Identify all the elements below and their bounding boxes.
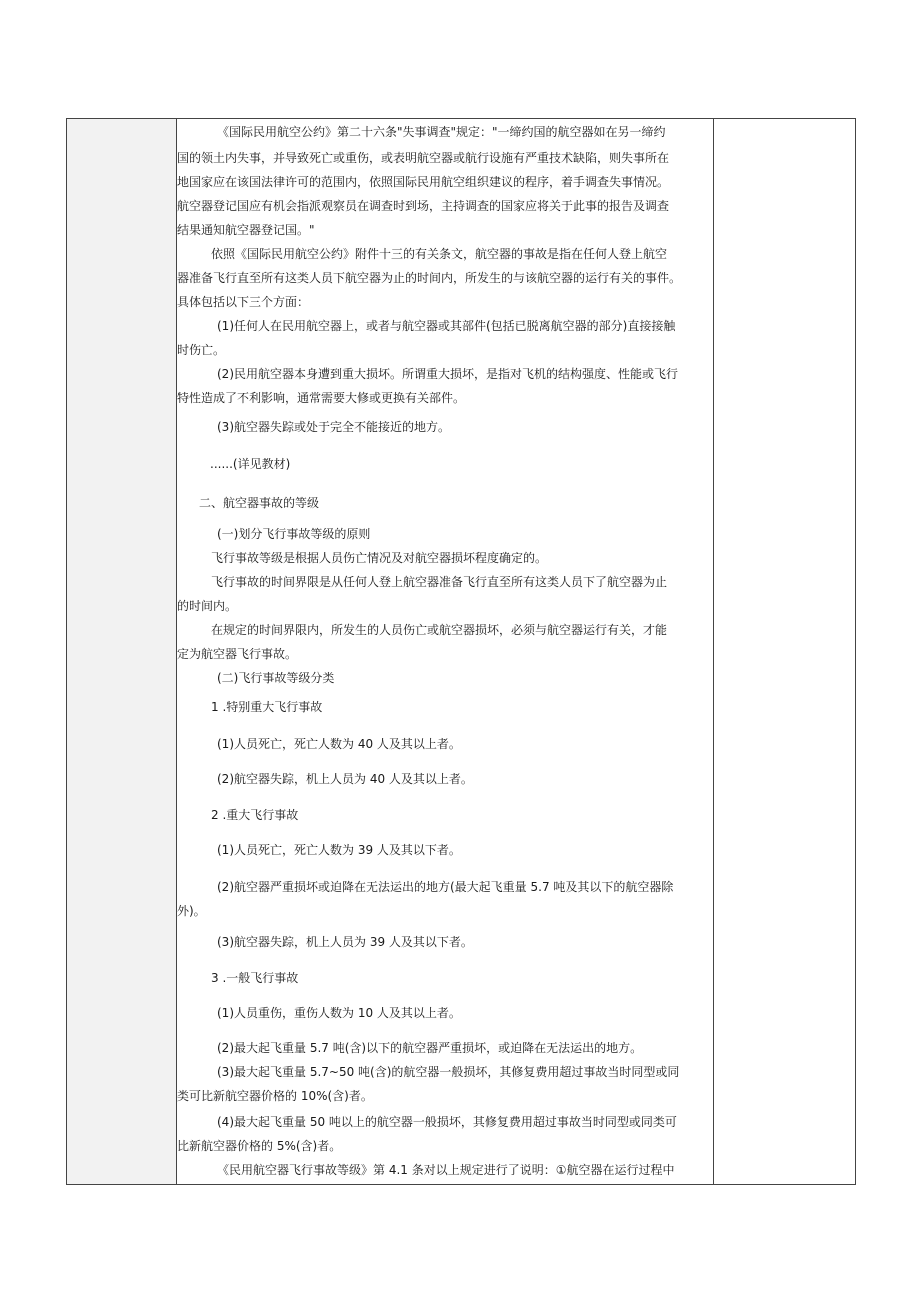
text-line: (1)人员死亡，死亡人数为 39 人及其以下者。 bbox=[217, 843, 461, 857]
text-line: 飞行事故等级是根据人员伤亡情况及对航空器损坏程度确定的。 bbox=[211, 551, 548, 565]
text-line: 《民用航空器飞行事故等级》第 4.1 条对以上规定进行了说明：①航空器在运行过程中 bbox=[217, 1163, 675, 1177]
text-line: 定为航空器飞行事故。 bbox=[177, 647, 298, 661]
text-line: 在规定的时间界限内，所发生的人员伤亡或航空器损坏，必须与航空器运行有关，才能 bbox=[211, 623, 668, 637]
text-line: 特性造成了不利影响，通常需要大修或更换有关部件。 bbox=[177, 391, 466, 405]
item-heading: 3 .一般飞行事故 bbox=[211, 971, 299, 985]
text-line: (2)航空器严重损坏或迫降在无法运出的地方(最大起飞重量 5.7 吨及其以下的航空器除 bbox=[217, 880, 674, 894]
text-line: (1)人员死亡，死亡人数为 40 人及其以上者。 bbox=[217, 737, 461, 751]
text-line: 的时间内。 bbox=[177, 599, 238, 613]
left-column bbox=[67, 119, 177, 1184]
text-line: (2)航空器失踪，机上人员为 40 人及其以上者。 bbox=[217, 772, 473, 786]
text-line: ......(详见教材) bbox=[210, 457, 291, 471]
item-heading: 2 .重大飞行事故 bbox=[211, 808, 299, 822]
text-line: (3)航空器失踪或处于完全不能接近的地方。 bbox=[217, 420, 450, 434]
right-column bbox=[713, 119, 855, 1184]
text-line: 飞行事故的时间界限是从任何人登上航空器准备飞行直至所有这类人员下了航空器为止 bbox=[211, 575, 668, 589]
text-line: (1)任何人在民用航空器上，或者与航空器或其部件(包括已脱离航空器的部分)直接接触 bbox=[217, 319, 676, 333]
section-heading: 二、航空器事故的等级 bbox=[199, 496, 320, 510]
text-line: (1)人员重伤，重伤人数为 10 人及其以上者。 bbox=[217, 1006, 461, 1020]
text-line: 航空器登记国应有机会指派观察员在调查时到场，主持调查的国家应将关于此事的报告及调查 bbox=[177, 199, 670, 213]
text-line: (2)最大起飞重量 5.7 吨(含)以下的航空器严重损坏，或迫降在无法运出的地方。 bbox=[217, 1041, 643, 1055]
text-line: 地国家应在该国法律许可的范围内，依照国际民用航空组织建议的程序，着手调查失事情况。 bbox=[177, 175, 670, 189]
text-line: 结果通知航空器登记国。" bbox=[177, 223, 315, 237]
text-line: 比新航空器价格的 5%(含)者。 bbox=[177, 1139, 342, 1153]
text-line: (3)最大起飞重量 5.7~50 吨(含)的航空器一般损坏，其修复费用超过事故当时同型或同 bbox=[217, 1065, 680, 1079]
text-line: 《国际民用航空公约》第二十六条"失事调查"规定："一缔约国的航空器如在另一缔约 bbox=[217, 125, 666, 139]
text-line: 类可比新航空器价格的 10%(含)者。 bbox=[177, 1089, 373, 1103]
item-heading: 1 .特别重大飞行事故 bbox=[211, 700, 323, 714]
text-line: 器准备飞行直至所有这类人员下航空器为止的时间内，所发生的与该航空器的运行有关的事件。 bbox=[177, 271, 682, 285]
text-line: (3)航空器失踪，机上人员为 39 人及其以下者。 bbox=[217, 935, 473, 949]
text-line: (2)民用航空器本身遭到重大损坏。所谓重大损坏，是指对飞机的结构强度、性能或飞行 bbox=[217, 367, 679, 381]
text-line: 外)。 bbox=[177, 904, 206, 918]
text-line: 国的领土内失事，并导致死亡或重伤，或表明航空器或航行设施有严重技术缺陷，则失事所在 bbox=[177, 151, 670, 165]
subsection-heading: (二)飞行事故等级分类 bbox=[217, 671, 335, 685]
text-line: 时伤亡。 bbox=[177, 343, 226, 357]
text-line: 依照《国际民用航空公约》附件十三的有关条文，航空器的事故是指在任何人登上航空 bbox=[211, 247, 668, 261]
subsection-heading: (一)划分飞行事故等级的原则 bbox=[217, 527, 371, 541]
content-column bbox=[177, 119, 715, 1184]
text-line: 具体包括以下三个方面： bbox=[177, 295, 310, 309]
text-line: (4)最大起飞重量 50 吨以上的航空器一般损坏，其修复费用超过事故当时同型或同类可 bbox=[217, 1115, 677, 1129]
document-table bbox=[66, 118, 856, 1185]
